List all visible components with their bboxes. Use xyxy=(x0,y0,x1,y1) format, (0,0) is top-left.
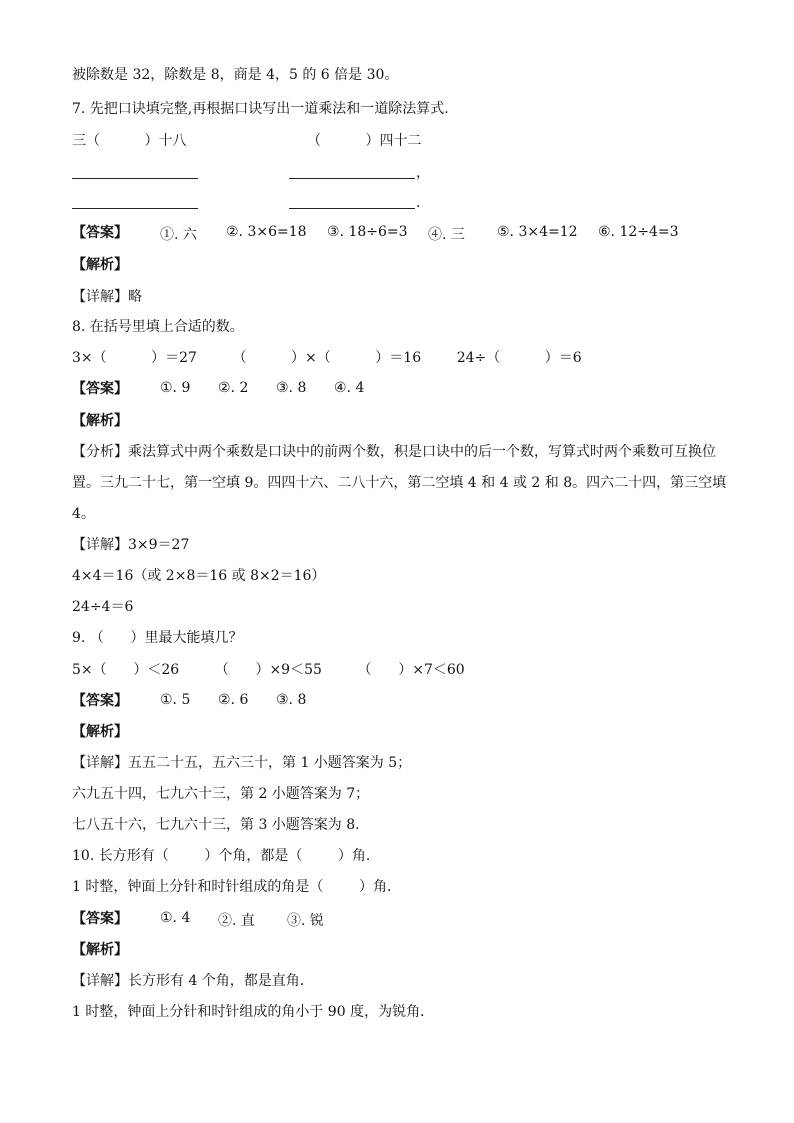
question-8-blanks: 3×（ ）＝27 （ ）×（ ）＝16 24÷（ ）＝6 xyxy=(72,350,582,366)
question-8: 8. 在括号里填上合适的数。 xyxy=(72,319,244,335)
detail-text: 24÷4＝6 xyxy=(72,599,134,615)
detail-text: 1 时整，钟面上分针和时针组成的角小于 90 度，为锐角． xyxy=(72,1004,435,1020)
analysis-tag: 【解析】 xyxy=(72,942,128,958)
answer-option: ②. 3×6=18 xyxy=(226,224,307,240)
answer-tag: 【答案】 xyxy=(72,225,128,241)
analysis-tag: 【解析】 xyxy=(72,724,128,740)
analysis-text: 置。三九二十七，第一空填 9。四四十六、二八十六，第二空填 4 和 4 或 2 和 8。四六二十四，第三空填 xyxy=(72,475,727,491)
question-9: 9. （ ）里最大能填几？ xyxy=(72,630,243,646)
detail-text: 【详解】长方形有 4 个角，都是直角． xyxy=(72,973,314,989)
question-10: 10. 长方形有（ ）个角，都是（ ）角． xyxy=(72,848,380,864)
question-7-blank-b: （ ）四十二 xyxy=(307,133,422,149)
answer-option: ①. 4 xyxy=(160,910,191,926)
detail-text: 六九五十四，七九六十三，第 2 小题答案为 7； xyxy=(72,786,370,802)
text-line: 被除数是 32，除数是 8，商是 4，5 的 6 倍是 30。 xyxy=(72,67,399,83)
answer-underline xyxy=(72,178,198,179)
answer-option: ①. 9 xyxy=(160,380,191,396)
question-7-blank-a: 三（ ）十八 xyxy=(72,133,187,149)
detail-text: 【详解】略 xyxy=(72,289,142,305)
detail-text: 【详解】五五二十五，五六三十，第 1 小题答案为 5； xyxy=(72,755,412,771)
answer-tag: 【答案】 xyxy=(72,693,128,709)
analysis-tag: 【解析】 xyxy=(72,413,128,429)
answer-underline xyxy=(289,208,415,209)
question-10-line-2: 1 时整，钟面上分针和时针组成的角是（ ）角． xyxy=(72,879,401,895)
answer-option: ⑤. 3×4=12 xyxy=(497,224,578,240)
detail-text: 4×4＝16（或 2×8＝16 或 8×2＝16） xyxy=(72,568,326,584)
question-7: 7. 先把口诀填完整,再根据口诀写出一道乘法和一道除法算式. xyxy=(72,101,449,117)
answer-underline xyxy=(72,208,198,209)
answer-tag: 【答案】 xyxy=(72,381,128,397)
answer-option: ①. 六 xyxy=(160,227,197,243)
answer-tag: 【答案】 xyxy=(72,911,128,927)
answer-option: ③. 8 xyxy=(276,380,307,396)
analysis-text: 4。 xyxy=(72,506,95,522)
answer-option: ③. 8 xyxy=(276,692,307,708)
analysis-text: 【分析】乘法算式中两个乘数是口诀中的前两个数，积是口诀中的后一个数，写算式时两个乘数可互换位 xyxy=(72,444,716,460)
answer-option: ③. 锐 xyxy=(287,913,324,929)
answer-option: ③. 18÷6=3 xyxy=(327,224,408,240)
answer-option: ②. 6 xyxy=(218,692,249,708)
answer-option: ④. 4 xyxy=(334,380,365,396)
analysis-tag: 【解析】 xyxy=(72,257,128,273)
answer-option: ①. 5 xyxy=(160,692,191,708)
answer-option: ⑥. 12÷4=3 xyxy=(598,224,679,240)
answer-option: ②. 2 xyxy=(218,380,249,396)
question-9-blanks: 5×（ ）＜26 （ ）×9＜55 （ ）×7＜60 xyxy=(72,662,465,678)
answer-underline xyxy=(289,178,415,179)
comma-mark: ， xyxy=(416,165,430,181)
answer-option: ④. 三 xyxy=(428,227,465,243)
answer-option: ②. 直 xyxy=(218,913,255,929)
period-mark: ． xyxy=(416,195,430,211)
detail-text: 七八五十六，七九六十三，第 3 小题答案为 8. xyxy=(72,817,360,833)
detail-text: 【详解】3×9＝27 xyxy=(72,537,190,553)
